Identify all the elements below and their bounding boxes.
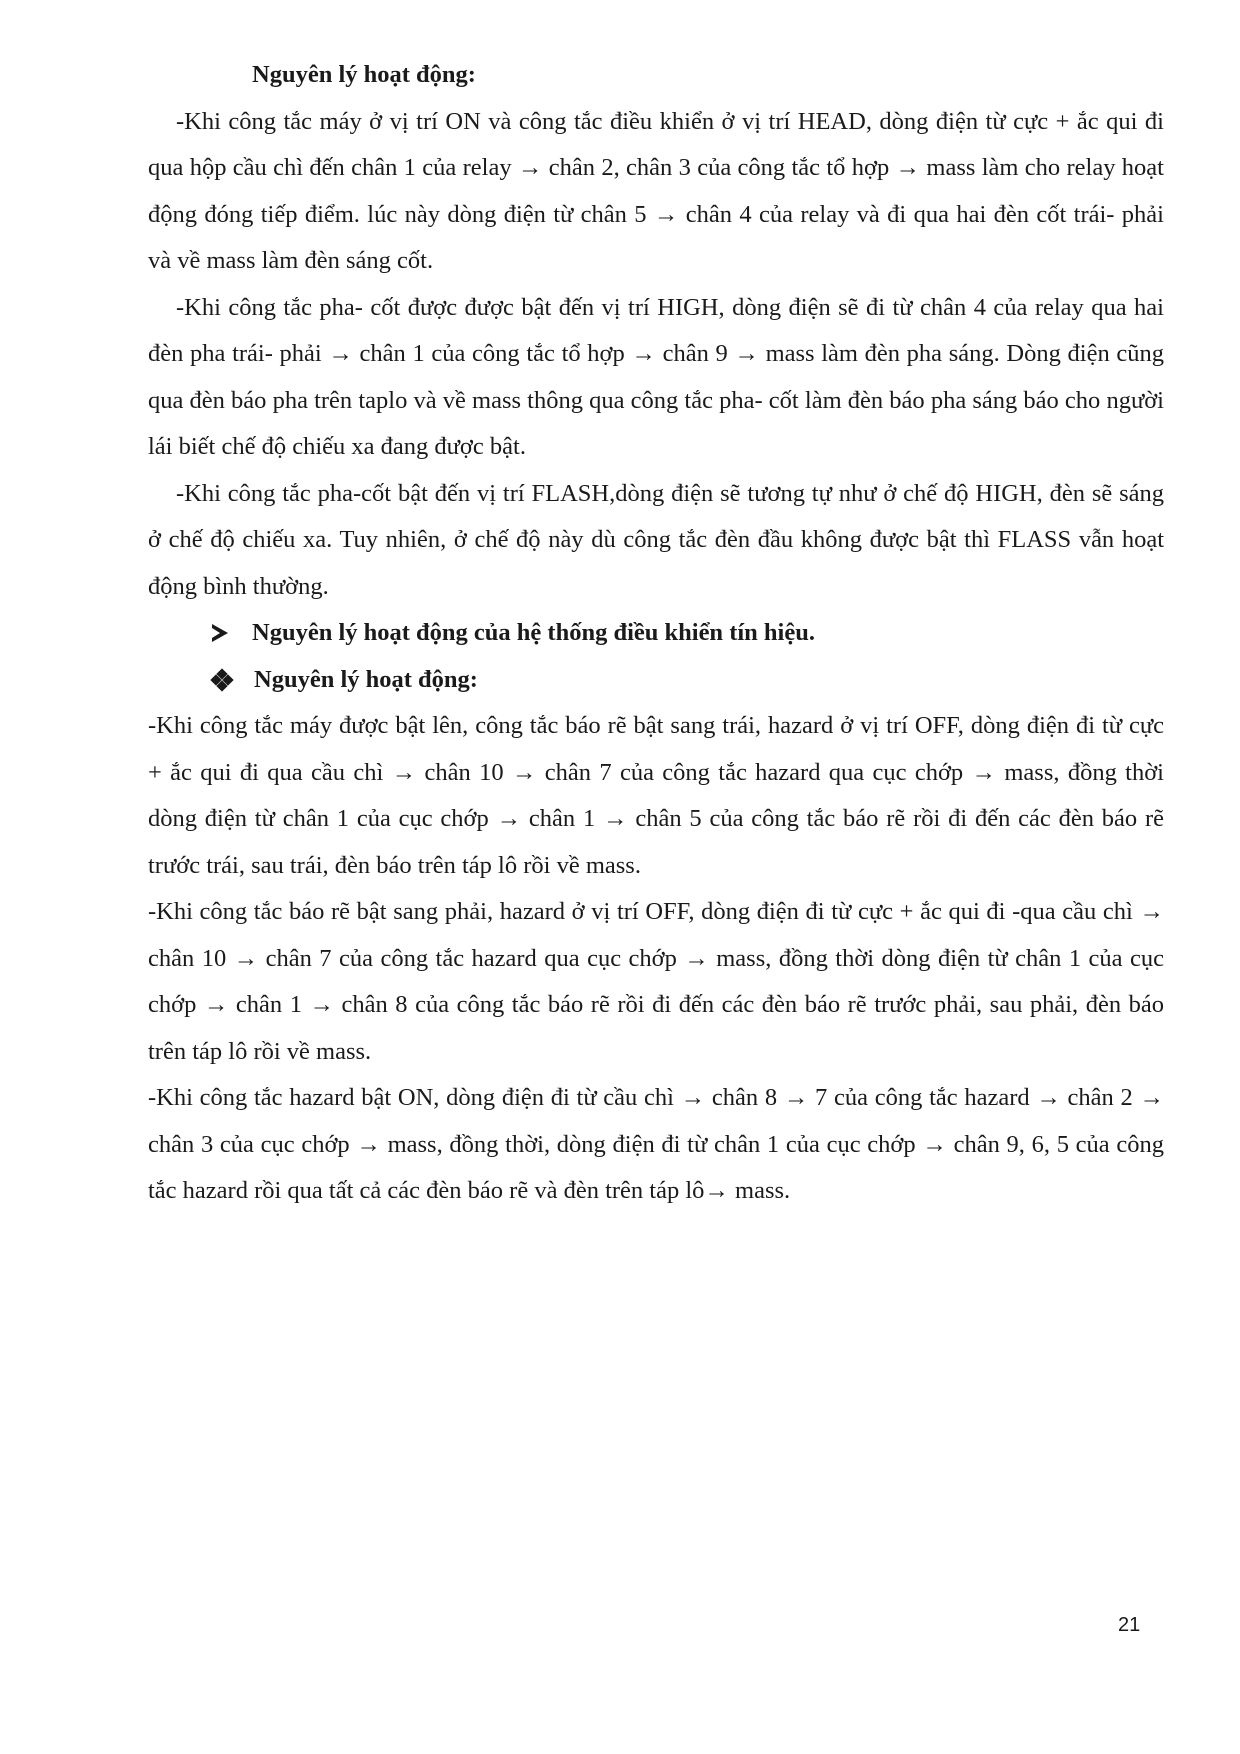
arrow-bullet-icon: [212, 624, 228, 642]
paragraph-hazard-on: -Khi công tắc hazard bật ON, dòng điện đi từ cầu chì → chân 8 → 7 của công tắc hazard → chân 2 → chân 3 của cục chớp → mass, đồng thời, dòng điện đi từ chân 1 của cục chớp → chân 9, 6, 5 của công tắc hazard rồi qua tất cả các đèn báo rẽ và đèn trên táp lô→ mass.: [148, 1084, 1164, 1204]
paragraph-right-turn: -Khi công tắc báo rẽ bật sang phải, hazard ở vị trí OFF, dòng điện đi từ cực + ắc qui đi -qua cầu chì → chân 10 → chân 7 của công tắc hazard qua cục chớp → mass, đồng thời dòng điện từ chân 1 của cục chớp → chân 1 → chân 8 của công tắc báo rẽ rồi đi đến các đèn báo rẽ trước phải, sau phải, đèn báo trên táp lô rồi về mass.: [148, 898, 1164, 1065]
section-heading: Nguyên lý hoạt động:: [252, 61, 476, 88]
paragraph-head-mode: -Khi công tắc máy ở vị trí ON và công tắc điều khiển ở vị trí HEAD, dòng điện từ cực + ắc qui đi qua hộp cầu chì đến chân 1 của relay → chân 2, chân 3 của công tắc tổ hợp → mass làm cho relay hoạt động đóng tiếp điểm. lúc này dòng điện từ chân 5 → chân 4 của relay và đi qua hai đèn cốt trái- phải và về mass làm đèn sáng cốt.: [148, 107, 1164, 274]
page-body: [148, 52, 1164, 1215]
paragraph-left-turn: -Khi công tắc máy được bật lên, công tắc báo rẽ bật sang trái, hazard ở vị trí OFF, dòng điện đi từ cực + ắc qui đi qua cầu chì → chân 10 → chân 7 của công tắc hazard qua cục chớp → mass, đồng thời dòng điện từ chân 1 của cục chớp → chân 1 → chân 5 của công tắc báo rẽ rồi đi đến các đèn báo rẽ trước trái, sau trái, đèn báo trên táp lô rồi về mass.: [148, 712, 1164, 879]
bullet-signal-system-text: Nguyên lý hoạt động của hệ thống điều khiển tín hiệu.: [252, 619, 815, 646]
paragraph-flash-mode: -Khi công tắc pha-cốt bật đến vị trí FLASH,dòng điện sẽ tương tự như ở chế độ HIGH, đèn sẽ sáng ở chế độ chiếu xa. Tuy nhiên, ở chế độ này dù công tắc đèn đầu không được bật thì FLASS vẫn hoạt động bình thường.: [148, 479, 1164, 600]
diamond-bullet-icon: [212, 670, 232, 690]
paragraph-high-mode: -Khi công tắc pha- cốt được được bật đến vị trí HIGH, dòng điện sẽ đi từ chân 4 của relay qua hai đèn pha trái- phải → chân 1 của công tắc tổ hợp → chân 9 → mass làm đèn pha sáng. Dòng điện cũng qua đèn báo pha trên taplo và về mass thông qua công tắc pha- cốt làm đèn báo pha sáng báo cho người lái biết chế độ chiếu xa đang được bật.: [148, 293, 1164, 460]
bullet-operating-principle: [148, 657, 1164, 704]
page-number: 21: [1118, 1614, 1141, 1636]
bullet-signal-system: [148, 610, 1164, 657]
bullet-operating-principle-text: Nguyên lý hoạt động:: [254, 665, 478, 693]
